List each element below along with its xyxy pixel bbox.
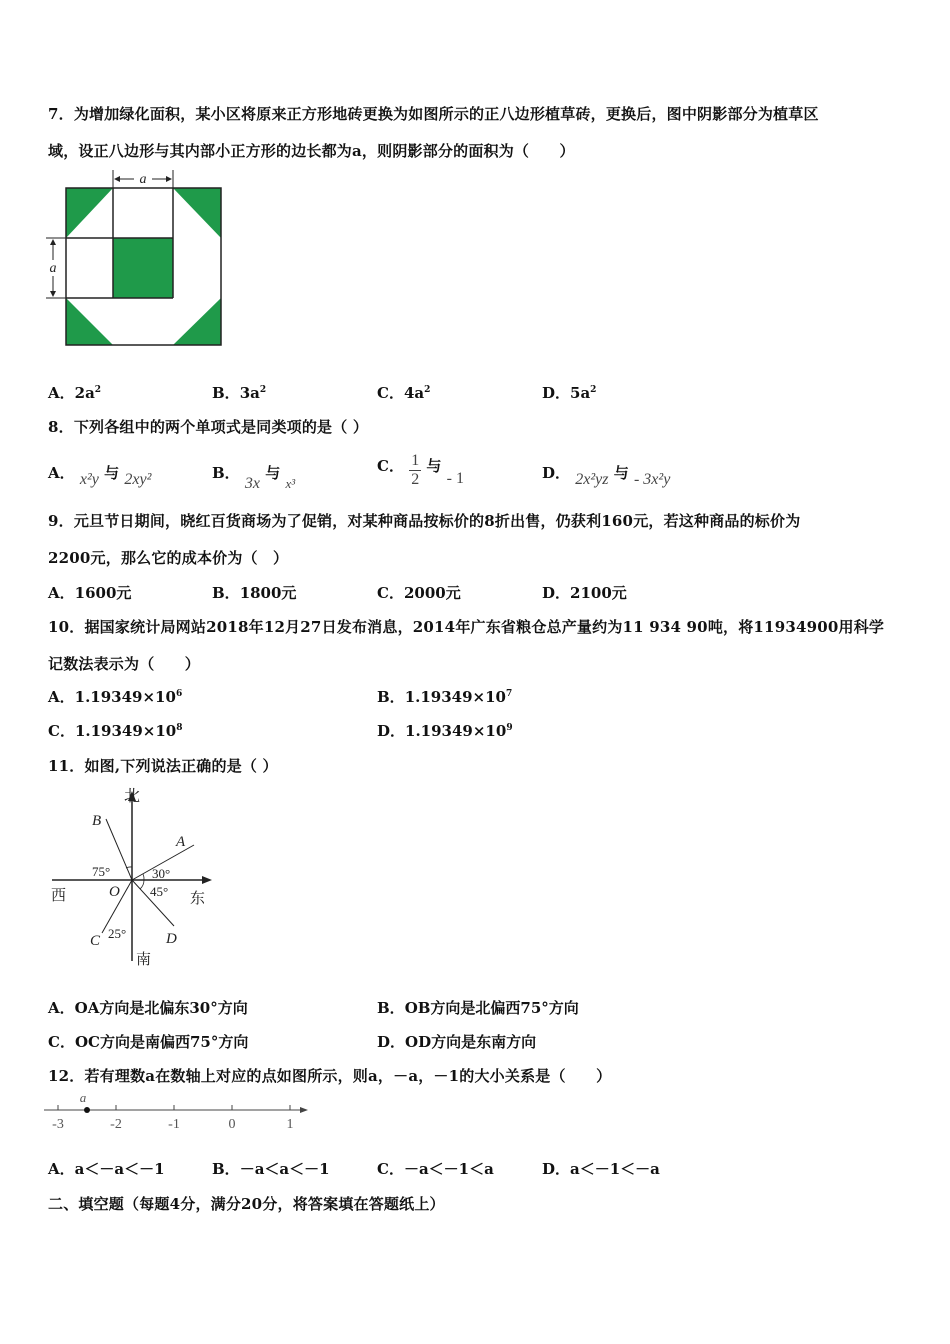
q12-option-c[interactable]: C．－a＜－1＜a [377, 1160, 494, 1178]
q12-tick-label: -2 [110, 1117, 122, 1132]
q7-octagon-figure [44, 168, 228, 350]
q11-text: 11．如图,下列说法正确的是（ ） [48, 757, 278, 775]
q11-label-north: 北 [124, 788, 141, 805]
q7-corner-triangle-tr [173, 188, 221, 238]
q12-tick-label: -3 [52, 1117, 64, 1132]
q12-option-b[interactable]: B．－a＜a＜－1 [212, 1160, 330, 1178]
q7-dim-label-left: a [49, 261, 57, 276]
q9-option-c[interactable]: C．2000元 [377, 584, 461, 602]
q8-option-d[interactable]: D． 2x²yz 与 - 3x²y [542, 464, 671, 488]
q8-option-c[interactable]: C． $\frac{1}{2}$ 与 - 1 [377, 452, 464, 488]
q9-option-a[interactable]: A．1600元 [48, 584, 132, 602]
q11-label-b: B [92, 813, 102, 829]
q8-a-right: 2xy² [124, 471, 152, 488]
q7-dim-label-top: a [139, 172, 147, 187]
q8-option-b[interactable]: B． 3x 与 x³ [212, 464, 296, 492]
q11-label-d: D [166, 931, 177, 947]
q7-corner-triangle-tl [66, 188, 113, 238]
q10-option-a[interactable]: A．$1.19349\times 10^6$ [48, 688, 183, 706]
q12-text: 12．若有理数a在数轴上对应的点如图所示，则a，－a，－1的大小关系是（ ） [48, 1067, 612, 1085]
q7-corner-triangle-bl [66, 298, 113, 345]
q11-option-b[interactable]: B．OB方向是北偏西75°方向 [377, 999, 579, 1017]
q7-option-d[interactable]: D．$5a^2$ [542, 384, 597, 402]
q11-angle-30: 30° [152, 866, 171, 881]
q7-corner-triangle-br [173, 298, 221, 345]
q12-tick-label: 1 [286, 1117, 294, 1132]
q11-label-a: A [176, 834, 186, 850]
q12-option-a[interactable]: A．a＜－a＜－1 [48, 1160, 165, 1178]
q9-text-line2: 2200元，那么它的成本价为（ ） [48, 549, 289, 567]
q7-option-c[interactable]: C．$4a^2$ [377, 384, 431, 402]
q11-option-a[interactable]: A．OA方向是北偏东30°方向 [48, 999, 248, 1017]
q10-option-b[interactable]: B．$1.19349\times 10^7$ [377, 688, 513, 706]
q9-option-d[interactable]: D．2100元 [542, 584, 627, 602]
q11-option-d[interactable]: D．OD方向是东南方向 [377, 1033, 537, 1051]
q8-d-left: 2x²yz [575, 471, 609, 488]
q11-label-c: C [90, 933, 101, 949]
q11-angle-75: 75° [92, 864, 111, 879]
q7-text-line1: 7．为增加绿化面积，某小区将原来正方形地砖更换为如图所示的正八边形植草砖，更换后，图中阴影部分为植草区 [48, 105, 819, 123]
q7-green-square [113, 238, 173, 298]
q12-point-a [84, 1107, 90, 1113]
q12-tick-label: -1 [168, 1117, 180, 1132]
q7-text-line2: 域，设正八边形与其内部小正方形的边长都为a，则阴影部分的面积为（ ） [48, 142, 575, 160]
q7-option-b[interactable]: B．$3a^2$ [212, 384, 267, 402]
q8-c-right: - 1 [446, 469, 464, 487]
q10-option-d[interactable]: D．$1.19349\times 10^9$ [377, 722, 513, 740]
q11-direction-figure [46, 783, 216, 968]
q10-option-c[interactable]: C．$1.19349\times 10^8$ [48, 722, 183, 740]
q10-text-line2: 记数法表示为（ ） [48, 655, 201, 673]
q11-label-south: 南 [136, 952, 152, 968]
q8-c-fraction: $\frac{1}{2}$ [411, 452, 420, 488]
q12-option-d[interactable]: D．a＜－1＜－a [542, 1160, 660, 1178]
q11-angle-45: 45° [150, 884, 169, 899]
q10-text-line1: 10．据国家统计局网站2018年12月27日发布消息，2014年广东省粮仓总产量约为11 934 90吨，将11934900用科学 [48, 618, 885, 636]
q12-number-line [40, 1090, 312, 1134]
q12-point-label: a [79, 1090, 87, 1105]
q8-d-right: - 3x²y [633, 471, 671, 488]
q8-b-left: 3x [244, 475, 261, 492]
q8-text: 8．下列各组中的两个单项式是同类项的是（ ） [48, 418, 369, 436]
q12-tick-label: 0 [228, 1117, 236, 1132]
q9-text-line1: 9．元旦节日期间，晓红百货商场为了促销，对某种商品按标价的8折出售，仍获利160元，若这种商品的标价为 [48, 512, 801, 530]
q11-angle-25: 25° [108, 926, 127, 941]
q9-option-b[interactable]: B．1800元 [212, 584, 297, 602]
q7-option-a[interactable]: A．$2a^2$ [48, 384, 102, 402]
section2-heading: 二、填空题（每题4分，满分20分，将答案填在答题纸上） [48, 1195, 445, 1213]
q8-b-right: x³ [285, 476, 296, 491]
q8-a-left: x²y [79, 471, 99, 488]
q11-option-c[interactable]: C．OC方向是南偏西75°方向 [48, 1033, 249, 1051]
q8-option-a[interactable]: A． x²y 与 2xy² [48, 464, 152, 488]
q11-label-west: 西 [51, 888, 67, 904]
q11-label-o: O [109, 884, 120, 900]
q11-label-east: 东 [190, 891, 206, 907]
